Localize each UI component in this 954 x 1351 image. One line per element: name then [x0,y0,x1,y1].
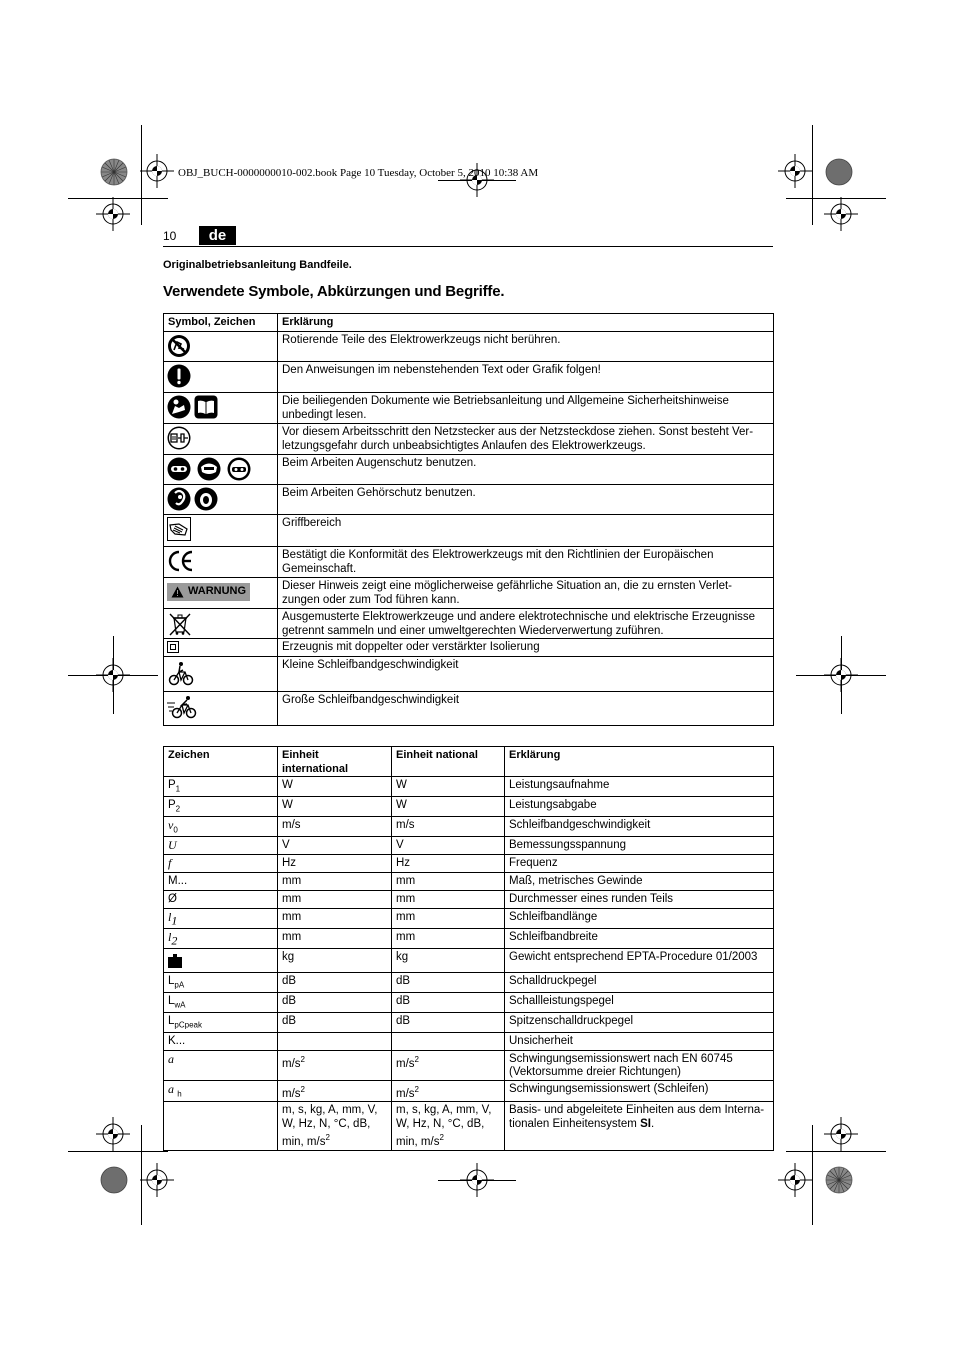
face-shield-icon [197,457,221,481]
unit-international: mm [278,891,392,909]
unit-international: kg [278,948,392,973]
weight-icon [168,954,182,968]
sign-symbol: Ø [168,893,177,906]
unit-explanation: Frequenz [505,855,774,873]
sign-symbol: v [168,817,174,832]
ear-muffs-icon [167,487,191,511]
unit-national [392,1032,505,1050]
sign-subscript: pCpeak [174,1020,202,1030]
unit-explanation: Basis- und abgeleitete Einheiten aus dem Interna-tionalen Einheitensystem [509,1104,765,1130]
unit-explanation: Bemessungsspannung [505,837,774,855]
table-row [164,515,774,547]
fast-speed-icon [167,694,199,720]
header-sign: Zeichen [164,747,278,777]
ce-mark-icon [167,549,195,573]
table-row [164,332,774,362]
warning-triangle-icon [171,586,184,598]
unit-explanation: Durchmesser eines runden Teils [505,891,774,909]
unit-international: mm [278,929,392,949]
unit-explanation: Schleifbandbreite [505,929,774,949]
table-row [164,891,774,909]
warning-label: WARNUNG [188,585,247,597]
sign-subscript: 2 [175,804,181,814]
unit-explanation: Schwingungsemissionswert nach EN 60745 (Vektorsumme dreier Richtungen) [505,1050,774,1080]
table-row [164,973,774,993]
warning-badge [167,583,250,601]
unit-national: m/s [392,816,505,837]
unit-explanation: Schwingungsemissionswert (Schleifen) [505,1080,774,1101]
table-row [164,929,774,949]
unit-national: m/s [396,1087,415,1100]
unit-national: m, s, kg, A, mm, V, W, Hz, N, °C, dB, min, m/s [396,1104,492,1149]
superscript: 2 [300,1054,305,1064]
unit-explanation: Spitzenschalldruckpegel [505,1013,774,1033]
table-row [164,909,774,929]
table-row [164,393,774,424]
table-row [164,609,774,639]
units-header-row [164,747,774,777]
symbol-explanation: Beim Arbeiten Augenschutz benutzen. [278,455,774,485]
slow-speed-icon [167,659,195,687]
unit-international: mm [278,873,392,891]
superscript: 2 [300,1084,305,1094]
header-explanation: Erklärung [505,747,774,777]
table-row [164,796,774,816]
sign-subscript: 0 [173,824,178,834]
period: . [650,1117,655,1130]
unit-national: mm [392,929,505,949]
sign-symbol: P [168,798,176,811]
sign-symbol: l [168,930,172,945]
sign-symbol: K... [168,1034,186,1047]
table-row [164,657,774,692]
sign-subscript: 2 [171,933,178,948]
table-row [164,1080,774,1101]
table-row [164,1013,774,1033]
unit-national: mm [392,891,505,909]
unplug-icon [167,426,191,450]
symbols-table [163,313,774,726]
unit-national: W [392,796,505,816]
si-label: SI [640,1117,651,1130]
unit-international: dB [278,993,392,1013]
symbol-explanation: Den Anweisungen im nebenstehenden Text oder Grafik folgen! [278,362,774,393]
table-row [164,578,774,609]
sign-symbol: U [168,838,177,853]
symbol-explanation: Griffbereich [278,515,774,547]
page-number: 10 [163,229,177,243]
unit-international: m/s [282,1087,301,1100]
table-row [164,1032,774,1050]
table-row [164,424,774,455]
unit-national: m/s [396,1057,415,1070]
document-title: Verwendete Symbole, Abkürzungen und Begriffe. [163,283,505,300]
symbol-explanation: Bestätigt die Konformität des Elektrowerkzeugs mit den Richtlinien der Europäischen Gemeinschaft. [278,547,774,578]
symbol-explanation: Ausgemusterte Elektrowerkzeuge und andere elektrotechnische und elektrische Erzeugnisse getrennt sammeln und einer umweltgerechten Wiederverwertung zuführen. [278,609,774,639]
symbol-explanation: Dieser Hinweis zeigt eine möglicherweise gefährliche Situation an, die zu ernsten Verlet-zungen oder zum Tod führen kann. [278,578,774,609]
unit-explanation: Unsicherheit [505,1032,774,1050]
unit-explanation: Leistungsaufnahme [505,777,774,797]
unit-national: dB [392,1013,505,1033]
header-explanation: Erklärung [278,314,774,332]
read-manual-icon [167,395,191,419]
symbol-explanation: Erzeugnis mit doppelter oder verstärkter Isolierung [278,639,774,657]
unit-national: mm [392,909,505,929]
sign-subscript: 1 [175,784,181,794]
unit-explanation: Maß, metrisches Gewinde [505,873,774,891]
table-row [164,547,774,578]
unit-national: mm [392,873,505,891]
header-unit-national: Einheit national [392,747,505,777]
superscript: 2 [439,1133,444,1143]
table-row [164,455,774,485]
unit-national: dB [392,993,505,1013]
sign-symbol: f [168,856,172,871]
unit-international: m/s [282,1057,301,1070]
rotating-parts-icon [167,334,191,358]
unit-national: V [392,837,505,855]
unit-national: dB [392,973,505,993]
goggles-icon [167,457,191,481]
table-row [164,855,774,873]
superscript: 2 [325,1133,330,1143]
symbol-explanation: Beim Arbeiten Gehörschutz benutzen. [278,485,774,515]
unit-explanation: Schleifbandlänge [505,909,774,929]
unit-national: kg [392,948,505,973]
sign-symbol: L [168,975,175,988]
unit-national: Hz [392,855,505,873]
table-row [164,362,774,393]
symbol-explanation: Rotierende Teile des Elektrowerkzeugs nicht berühren. [278,332,774,362]
superscript: 2 [414,1054,419,1064]
unit-explanation: Schalldruckpegel [505,973,774,993]
double-insulation-icon [167,641,179,653]
language-badge: de [199,226,236,245]
unit-explanation: Schleifbandgeschwindigkeit [505,816,774,837]
unit-international: dB [278,1013,392,1033]
unit-international: W [278,796,392,816]
sign-subscript: 1 [171,913,178,928]
sign-symbol: a [168,1051,174,1066]
document-subtitle: Originalbetriebsanleitung Bandfeile. [163,259,352,271]
sign-symbol: L [168,995,175,1008]
sign-subscript: wA [174,1000,186,1010]
sign-symbol: l [168,910,172,925]
header-unit-international: Einheit international [278,747,392,777]
unit-explanation: Schallleistungspegel [505,993,774,1013]
sign-subscript: h [177,1089,182,1099]
sign-symbol: M... [168,875,188,888]
unit-international: V [278,837,392,855]
unit-international: Hz [278,855,392,873]
unit-international: mm [278,909,392,929]
sign-symbol: P [168,779,176,791]
unit-international: dB [278,973,392,993]
symbol-explanation: Die beiliegenden Dokumente wie Betriebsanleitung und Allgemeine Sicherheitshinweise unbedingt lesen. [278,393,774,424]
unit-international: W [278,777,392,797]
table-row [164,485,774,515]
unit-international [278,1032,392,1050]
header-symbol: Symbol, Zeichen [164,314,278,332]
book-icon [194,395,218,419]
safety-glasses-icon [227,457,251,481]
book-info-line: OBJ_BUCH-0000000010-002.book Page 10 Tuesday, October 5, 2010 10:38 AM [178,167,539,179]
table-row [164,837,774,855]
unit-international: m, s, kg, A, mm, V, W, Hz, N, °C, dB, min, m/s [282,1104,378,1149]
grip-area-icon [167,517,191,541]
table-row [164,816,774,837]
table-row [164,948,774,973]
sign-symbol: a [168,1081,174,1096]
unit-national: W [392,777,505,797]
header-rule [163,246,773,247]
unit-international: m/s [278,816,392,837]
symbol-explanation: Kleine Schleifbandgeschwindigkeit [278,657,774,692]
superscript: 2 [414,1084,419,1094]
table-row [164,639,774,657]
table-row [164,873,774,891]
symbol-explanation: Große Schleifbandgeschwindigkeit [278,692,774,726]
sign-symbol: L [168,1015,175,1028]
table-row [164,1050,774,1080]
symbol-explanation: Vor diesem Arbeitsschritt den Netzstecker aus der Netzsteckdose ziehen. Sonst besteht Ver-letzungsgefahr durch unbeabsichtigtes Anlaufen des Elektrowerkzeugs. [278,424,774,455]
weee-bin-icon [167,611,193,637]
sign-subscript: pA [174,980,185,990]
symbols-header-row [164,314,774,332]
units-table [163,746,774,1151]
ear-protector-icon [194,487,218,511]
table-row [164,692,774,726]
exclamation-icon [167,364,191,388]
unit-explanation: Gewicht entsprechend EPTA-Procedure 01/2003 [505,948,774,973]
table-row [164,777,774,797]
table-row [164,993,774,1013]
unit-explanation: Leistungsabgabe [505,796,774,816]
table-row [164,1102,774,1150]
